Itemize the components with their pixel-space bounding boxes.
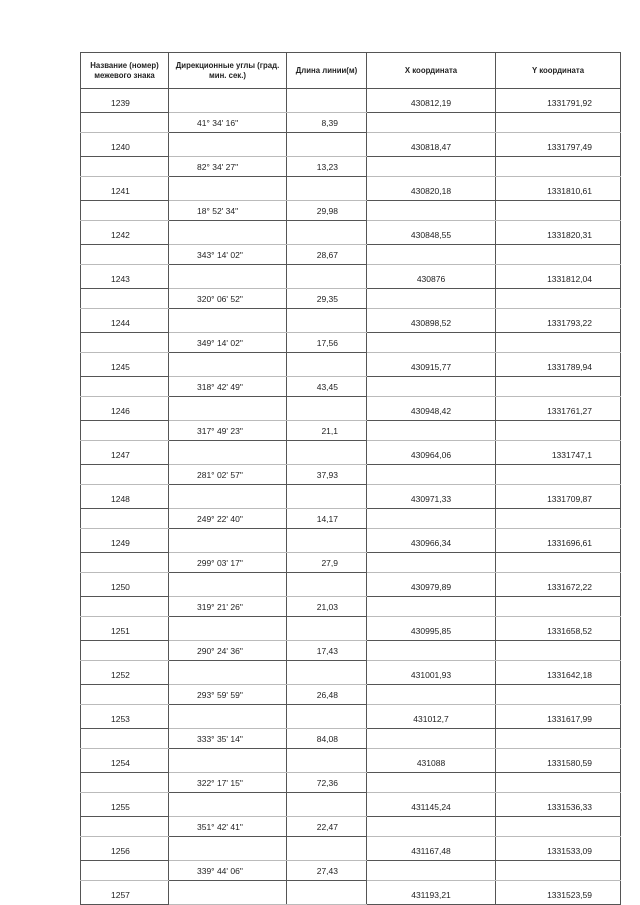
empty-cell: [287, 221, 367, 245]
empty-cell: [287, 133, 367, 157]
line-length-cell: 27,9: [287, 553, 367, 573]
empty-cell: [287, 441, 367, 465]
header-direction-angle: Дирекционные углы (град. мин. сек.): [169, 53, 287, 89]
point-name-cell: 1253: [81, 705, 169, 729]
table-body: [81, 89, 621, 905]
y-coordinate-cell: 1331747,1: [496, 441, 621, 465]
table-row: [81, 705, 621, 729]
empty-cell: [169, 749, 287, 773]
point-name-cell: 1249: [81, 529, 169, 553]
empty-cell: [496, 597, 621, 617]
empty-cell: [81, 553, 169, 573]
document-page: [80, 52, 620, 905]
empty-cell: [367, 773, 496, 793]
empty-cell: [287, 265, 367, 289]
empty-cell: [287, 485, 367, 509]
empty-cell: [367, 509, 496, 529]
direction-angle-cell: 293° 59' 59": [169, 685, 287, 705]
empty-cell: [81, 201, 169, 221]
empty-cell: [367, 289, 496, 309]
direction-angle-cell: 320° 06' 52": [169, 289, 287, 309]
empty-cell: [81, 685, 169, 705]
point-name-cell: 1248: [81, 485, 169, 509]
line-length-cell: 28,67: [287, 245, 367, 265]
empty-cell: [287, 617, 367, 641]
point-name-cell: 1240: [81, 133, 169, 157]
empty-cell: [169, 309, 287, 333]
point-name-cell: 1254: [81, 749, 169, 773]
empty-cell: [169, 397, 287, 421]
x-coordinate-cell: 431001,93: [367, 661, 496, 685]
empty-cell: [367, 597, 496, 617]
empty-cell: [496, 333, 621, 353]
y-coordinate-cell: 1331791,92: [496, 89, 621, 113]
empty-cell: [169, 529, 287, 553]
x-coordinate-cell: 430812,19: [367, 89, 496, 113]
line-length-cell: 17,43: [287, 641, 367, 661]
table-row: [81, 661, 621, 685]
point-name-cell: 1251: [81, 617, 169, 641]
header-x-coordinate: X координата: [367, 53, 496, 89]
y-coordinate-cell: 1331696,61: [496, 529, 621, 553]
direction-angle-cell: 18° 52' 34": [169, 201, 287, 221]
line-length-cell: 84,08: [287, 729, 367, 749]
empty-cell: [169, 177, 287, 201]
empty-cell: [169, 617, 287, 641]
point-name-cell: 1250: [81, 573, 169, 597]
x-coordinate-cell: 430820,18: [367, 177, 496, 201]
y-coordinate-cell: 1331812,04: [496, 265, 621, 289]
table-row: [81, 177, 621, 201]
direction-angle-cell: 249° 22' 40": [169, 509, 287, 529]
y-coordinate-cell: 1331617,99: [496, 705, 621, 729]
x-coordinate-cell: 430818,47: [367, 133, 496, 157]
table-row: [81, 509, 621, 529]
empty-cell: [367, 377, 496, 397]
empty-cell: [496, 817, 621, 837]
empty-cell: [287, 529, 367, 553]
table-row: [81, 837, 621, 861]
table-row: [81, 113, 621, 133]
y-coordinate-cell: 1331533,09: [496, 837, 621, 861]
x-coordinate-cell: 430995,85: [367, 617, 496, 641]
table-row: [81, 749, 621, 773]
line-length-cell: 26,48: [287, 685, 367, 705]
direction-angle-cell: 333° 35' 14": [169, 729, 287, 749]
direction-angle-cell: 351° 42' 41": [169, 817, 287, 837]
empty-cell: [169, 133, 287, 157]
empty-cell: [169, 353, 287, 377]
empty-cell: [367, 641, 496, 661]
direction-angle-cell: 41° 34' 16": [169, 113, 287, 133]
line-length-cell: 27,43: [287, 861, 367, 881]
line-length-cell: 8,39: [287, 113, 367, 133]
point-name-cell: 1256: [81, 837, 169, 861]
point-name-cell: 1243: [81, 265, 169, 289]
table-row: [81, 793, 621, 817]
direction-angle-cell: 339° 44' 06": [169, 861, 287, 881]
direction-angle-cell: 82° 34' 27": [169, 157, 287, 177]
direction-angle-cell: 322° 17' 15": [169, 773, 287, 793]
table-row: [81, 421, 621, 441]
x-coordinate-cell: 430948,42: [367, 397, 496, 421]
x-coordinate-cell: 430848,55: [367, 221, 496, 245]
empty-cell: [367, 201, 496, 221]
empty-cell: [169, 221, 287, 245]
boundary-coordinates-table: [80, 52, 621, 905]
table-row: [81, 157, 621, 177]
empty-cell: [169, 661, 287, 685]
empty-cell: [496, 157, 621, 177]
empty-cell: [367, 685, 496, 705]
y-coordinate-cell: 1331789,94: [496, 353, 621, 377]
empty-cell: [81, 289, 169, 309]
empty-cell: [287, 793, 367, 817]
empty-cell: [81, 861, 169, 881]
y-coordinate-cell: 1331580,59: [496, 749, 621, 773]
direction-angle-cell: 317° 49' 23": [169, 421, 287, 441]
x-coordinate-cell: 431145,24: [367, 793, 496, 817]
table-row: [81, 617, 621, 641]
line-length-cell: 72,36: [287, 773, 367, 793]
table-row: [81, 201, 621, 221]
empty-cell: [367, 817, 496, 837]
direction-angle-cell: 299° 03' 17": [169, 553, 287, 573]
empty-cell: [287, 881, 367, 905]
y-coordinate-cell: 1331709,87: [496, 485, 621, 509]
table-row: [81, 89, 621, 113]
empty-cell: [81, 641, 169, 661]
x-coordinate-cell: 431012,7: [367, 705, 496, 729]
table-row: [81, 553, 621, 573]
empty-cell: [496, 201, 621, 221]
direction-angle-cell: 343° 14' 02": [169, 245, 287, 265]
empty-cell: [367, 245, 496, 265]
empty-cell: [287, 749, 367, 773]
point-name-cell: 1245: [81, 353, 169, 377]
point-name-cell: 1255: [81, 793, 169, 817]
empty-cell: [367, 113, 496, 133]
point-name-cell: 1239: [81, 89, 169, 113]
table-row: [81, 441, 621, 465]
table-row: [81, 377, 621, 397]
direction-angle-cell: 349° 14' 02": [169, 333, 287, 353]
empty-cell: [496, 861, 621, 881]
empty-cell: [496, 113, 621, 133]
table-row: [81, 397, 621, 421]
table-row: [81, 817, 621, 837]
table-row: [81, 597, 621, 617]
table-row: [81, 861, 621, 881]
empty-cell: [169, 485, 287, 509]
point-name-cell: 1241: [81, 177, 169, 201]
empty-cell: [287, 705, 367, 729]
table-row: [81, 641, 621, 661]
table-row: [81, 465, 621, 485]
empty-cell: [81, 465, 169, 485]
table-row: [81, 773, 621, 793]
header-line-length: Длина линии(м): [287, 53, 367, 89]
empty-cell: [169, 705, 287, 729]
empty-cell: [81, 597, 169, 617]
empty-cell: [81, 509, 169, 529]
y-coordinate-cell: 1331761,27: [496, 397, 621, 421]
point-name-cell: 1252: [81, 661, 169, 685]
empty-cell: [287, 661, 367, 685]
x-coordinate-cell: 431088: [367, 749, 496, 773]
x-coordinate-cell: 431167,48: [367, 837, 496, 861]
x-coordinate-cell: 431193,21: [367, 881, 496, 905]
empty-cell: [169, 881, 287, 905]
empty-cell: [367, 333, 496, 353]
table-row: [81, 309, 621, 333]
empty-cell: [287, 177, 367, 201]
direction-angle-cell: 281° 02' 57": [169, 465, 287, 485]
empty-cell: [496, 245, 621, 265]
table-row: [81, 265, 621, 289]
empty-cell: [367, 729, 496, 749]
y-coordinate-cell: 1331810,61: [496, 177, 621, 201]
x-coordinate-cell: 430876: [367, 265, 496, 289]
empty-cell: [169, 441, 287, 465]
empty-cell: [287, 309, 367, 333]
point-name-cell: 1247: [81, 441, 169, 465]
empty-cell: [81, 245, 169, 265]
y-coordinate-cell: 1331797,49: [496, 133, 621, 157]
empty-cell: [367, 465, 496, 485]
line-length-cell: 14,17: [287, 509, 367, 529]
line-length-cell: 21,1: [287, 421, 367, 441]
empty-cell: [496, 729, 621, 749]
point-name-cell: 1242: [81, 221, 169, 245]
point-name-cell: 1246: [81, 397, 169, 421]
empty-cell: [496, 773, 621, 793]
empty-cell: [496, 685, 621, 705]
x-coordinate-cell: 430964,06: [367, 441, 496, 465]
direction-angle-cell: 318° 42' 49": [169, 377, 287, 397]
line-length-cell: 13,23: [287, 157, 367, 177]
empty-cell: [81, 113, 169, 133]
x-coordinate-cell: 430979,89: [367, 573, 496, 597]
table-row: [81, 685, 621, 705]
empty-cell: [287, 89, 367, 113]
empty-cell: [81, 773, 169, 793]
header-point-name: Название (номер) межевого знака: [81, 53, 169, 89]
y-coordinate-cell: 1331820,31: [496, 221, 621, 245]
empty-cell: [287, 573, 367, 597]
empty-cell: [287, 397, 367, 421]
empty-cell: [169, 837, 287, 861]
line-length-cell: 37,93: [287, 465, 367, 485]
direction-angle-cell: 290° 24' 36": [169, 641, 287, 661]
table-header-row: [81, 53, 621, 89]
line-length-cell: 43,45: [287, 377, 367, 397]
empty-cell: [367, 157, 496, 177]
empty-cell: [81, 421, 169, 441]
line-length-cell: 21,03: [287, 597, 367, 617]
line-length-cell: 22,47: [287, 817, 367, 837]
empty-cell: [367, 421, 496, 441]
y-coordinate-cell: 1331536,33: [496, 793, 621, 817]
y-coordinate-cell: 1331672,22: [496, 573, 621, 597]
empty-cell: [496, 289, 621, 309]
header-y-coordinate: Y координата: [496, 53, 621, 89]
table-row: [81, 573, 621, 597]
empty-cell: [496, 553, 621, 573]
table-row: [81, 221, 621, 245]
table-row: [81, 485, 621, 509]
table-row: [81, 881, 621, 905]
empty-cell: [81, 817, 169, 837]
empty-cell: [496, 641, 621, 661]
table-row: [81, 529, 621, 553]
empty-cell: [496, 377, 621, 397]
x-coordinate-cell: 430915,77: [367, 353, 496, 377]
empty-cell: [81, 333, 169, 353]
table-row: [81, 333, 621, 353]
y-coordinate-cell: 1331523,59: [496, 881, 621, 905]
table-row: [81, 353, 621, 377]
table-row: [81, 133, 621, 157]
empty-cell: [169, 573, 287, 597]
table-row: [81, 729, 621, 749]
line-length-cell: 29,98: [287, 201, 367, 221]
empty-cell: [287, 353, 367, 377]
y-coordinate-cell: 1331793,22: [496, 309, 621, 333]
y-coordinate-cell: 1331642,18: [496, 661, 621, 685]
empty-cell: [367, 553, 496, 573]
point-name-cell: 1244: [81, 309, 169, 333]
point-name-cell: 1257: [81, 881, 169, 905]
empty-cell: [81, 729, 169, 749]
line-length-cell: 29,35: [287, 289, 367, 309]
empty-cell: [496, 509, 621, 529]
empty-cell: [81, 157, 169, 177]
empty-cell: [367, 861, 496, 881]
empty-cell: [496, 421, 621, 441]
x-coordinate-cell: 430898,52: [367, 309, 496, 333]
y-coordinate-cell: 1331658,52: [496, 617, 621, 641]
empty-cell: [81, 377, 169, 397]
line-length-cell: 17,56: [287, 333, 367, 353]
empty-cell: [169, 793, 287, 817]
empty-cell: [496, 465, 621, 485]
empty-cell: [169, 265, 287, 289]
table-row: [81, 289, 621, 309]
x-coordinate-cell: 430966,34: [367, 529, 496, 553]
direction-angle-cell: 319° 21' 26": [169, 597, 287, 617]
table-row: [81, 245, 621, 265]
empty-cell: [169, 89, 287, 113]
empty-cell: [287, 837, 367, 861]
x-coordinate-cell: 430971,33: [367, 485, 496, 509]
